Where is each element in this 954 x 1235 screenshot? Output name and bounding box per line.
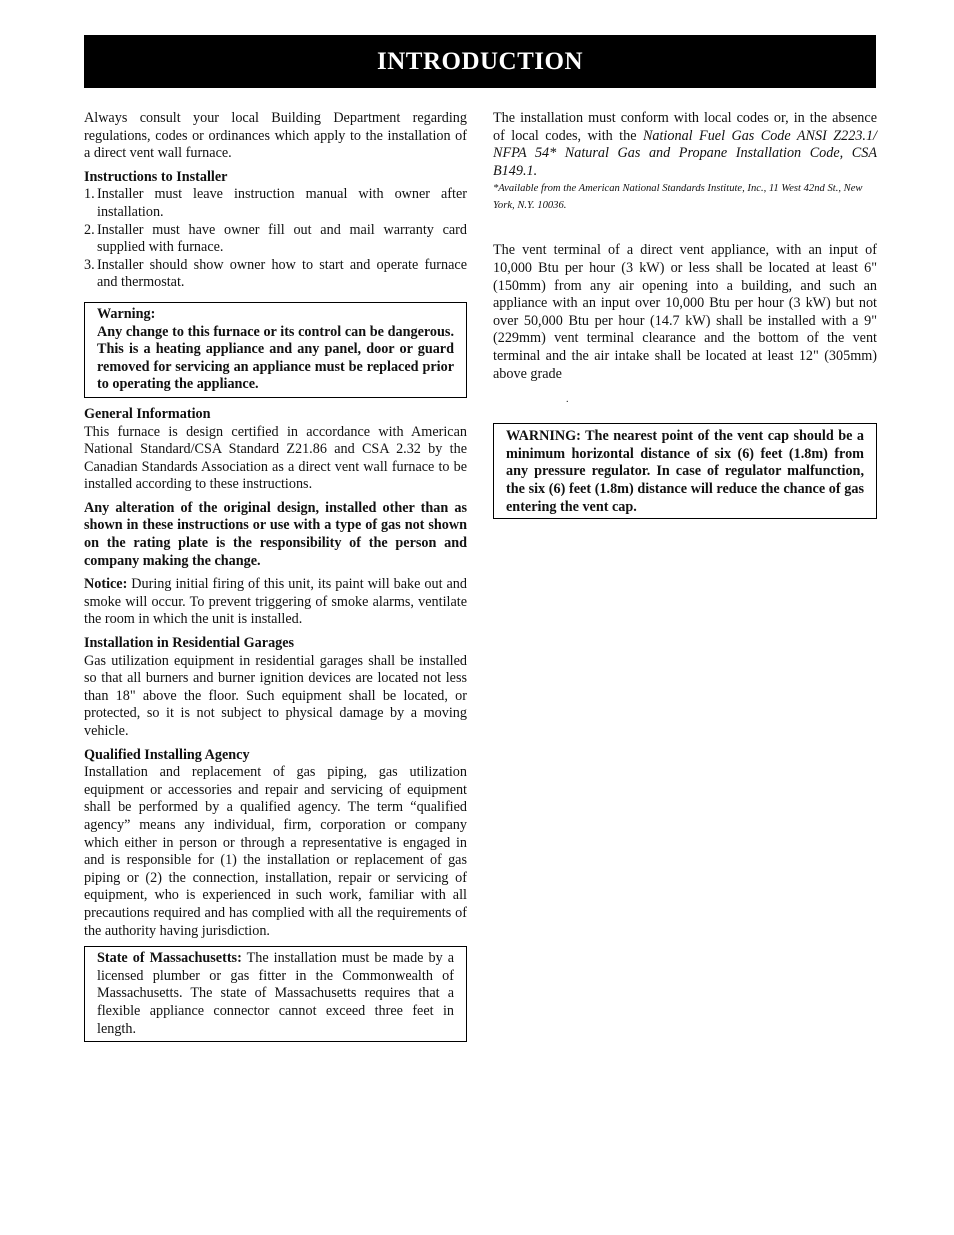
massachusetts-label: State of Massachusetts: (97, 950, 242, 967)
warning-box (84, 302, 467, 398)
warning-title: Warning: (97, 305, 156, 322)
alteration-paragraph: Any alteration of the original design, installed other than as shown in these instructions or use with a type of gas not shown on the rating plate is the responsibility of the person and company making the change. (84, 499, 467, 569)
notice-paragraph (84, 576, 467, 629)
notice-body: During initial firing of this unit, its paint will bake out and smoke will occur. To prevent triggering of smoke alarms, ventilate the room in which the unit is installed. (84, 576, 467, 628)
stray-mark: . (566, 394, 569, 406)
agency-body: Installation and replacement of gas piping, gas utilization equipment or accessories and repair and servicing of equipment shall be performed by a qualified agency. The term “qualified agency” means any individual, firm, corporation or company which either in person or through a representative is engaged in and is responsible for (1) the installation or replacement of gas piping or (2) the connection, installation, repair or servicing of equipment, who is experienced in such work, familiar with all precautions required and has complied with all the requirements of the authority having jurisdiction. (84, 764, 467, 939)
massachusetts-paragraph (97, 950, 454, 1038)
garages-heading: Installation in Residential Garages (84, 635, 295, 652)
codes-text: The installation must conform with local codes or, in the absence of local codes, with the (493, 110, 877, 144)
list-item (84, 186, 467, 221)
notice-label: Notice: (84, 576, 128, 593)
list-item-text: Installer should show owner how to start and operate furnace and thermostat. (97, 256, 467, 291)
codes-standard: National Fuel Gas Code ANSI Z223.1/ NFPA 54* Natural Gas and Propane Installation Code, CSA B149.1. (493, 127, 877, 179)
instructions-list (84, 186, 467, 292)
list-item-text: Installer must leave instruction manual with owner after installation. (97, 186, 467, 220)
general-info-body: This furnace is design certified in accordance with American National Standard/CSA Standard Z21.86 and CSA 2.32 by the Canadian Standards Association as a direct vent wall furnace to be installed according to these instructions. (84, 423, 467, 493)
left-column (84, 110, 467, 1050)
list-item (84, 222, 467, 257)
codes-paragraph (493, 110, 877, 180)
list-item-text: Installer must have owner fill out and mail warranty card supplied with furnace. (97, 221, 467, 256)
garages-body: Gas utilization equipment in residential garages shall be installed so that all burners and burner ignition devices are located not less than 18" above the floor. Such equipment shall be located, or protected, so it is not subject to physical damage by a moving vehicle. (84, 652, 467, 739)
massachusetts-body: The installation must be made by a licensed plumber or gas fitter in the Commonwealth of Massachusetts. The state of Massachusetts requires that a flexible appliance connector cannot exceed three feet in length. (97, 950, 454, 1037)
spacer (493, 383, 877, 423)
intro-paragraph: Always consult your local Building Department regarding regulations, codes or ordinances which apply to the installation of a direct vent wall furnace. (84, 110, 467, 162)
list-item (84, 257, 467, 292)
vent-cap-warning-box (493, 423, 877, 519)
section-banner (84, 35, 876, 88)
page-title: INTRODUCTION (376, 47, 584, 75)
agency-heading: Qualified Installing Agency (84, 746, 250, 763)
list-item-number: 2. (84, 221, 95, 238)
right-column (493, 110, 877, 527)
vent-terminal-paragraph: The vent terminal of a direct vent appliance, with an input of 10,000 Btu per hour (3 kW) or less shall be located at least 6" (150mm) from any air opening into a building, and such an appliance with an input over 10,000 Btu per hour (3 kW) but not over 50,000 Btu per hour (14.7 kW) shall be installed with a 9" (229mm) vent terminal clearance and the bottom of the vent terminal and the air intake shall be located at least 12" (305mm) above grade (493, 242, 877, 382)
warning-body: Any change to this furnace or its control can be dangerous. This is a heating appliance and any panel, door or guard removed for servicing an appliance must be replaced prior to operating the appliance. (97, 323, 454, 393)
vent-cap-warning-body: WARNING: The nearest point of the vent cap should be a minimum horizontal distance of six (6) feet (1.8m) from any pressure regulator. In case of regulator malfunction, the six (6) feet (1.8m) distance will reduce the chance of gas entering the vent cap. (506, 428, 864, 515)
general-info-heading: General Information (84, 405, 211, 422)
list-item-number: 3. (84, 256, 95, 273)
instructions-heading: Instructions to Installer (84, 168, 228, 185)
footnote: *Available from the American National Standards Institute, Inc., 11 West 42nd St., New York, N.Y. 10036. (493, 183, 863, 212)
spacer (493, 214, 877, 242)
list-item-number: 1. (84, 186, 95, 203)
massachusetts-box (84, 946, 467, 1042)
